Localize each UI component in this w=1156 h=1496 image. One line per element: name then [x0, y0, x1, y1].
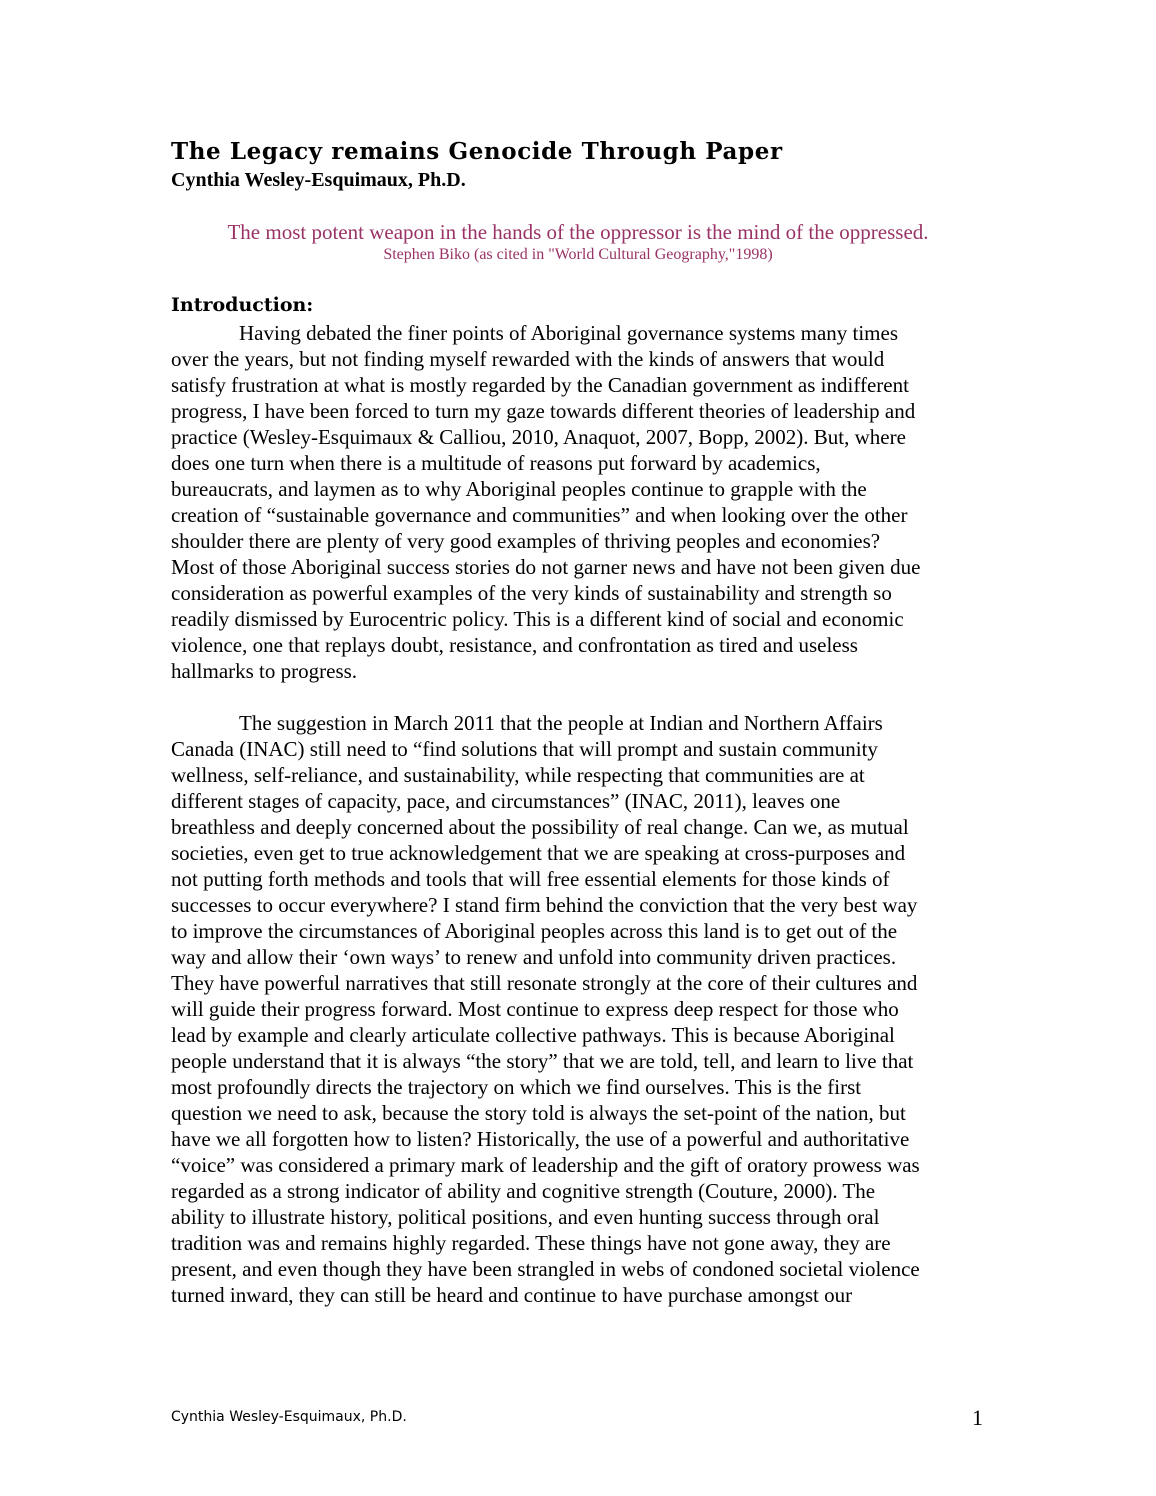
text-line: readily dismissed by Eurocentric policy. This is a different kind of social and economic	[171, 607, 904, 631]
text-line: successes to occur everywhere? I stand firm behind the conviction that the very best way	[171, 893, 918, 917]
text-line: have we all forgotten how to listen? Historically, the use of a powerful and authoritative	[171, 1127, 910, 1151]
epigraph-citation: Stephen Biko (as cited in "World Cultural Geography,"1998)	[383, 246, 773, 263]
paragraph-2	[171, 710, 920, 1308]
text-line: present, and even though they have been strangled in webs of condoned societal violence	[171, 1257, 920, 1281]
text-line: “voice” was considered a primary mark of leadership and the gift of oratory prowess was	[171, 1153, 920, 1177]
text-line: progress, I have been forced to turn my gaze towards different theories of leadership and	[171, 399, 916, 423]
text-line: breathless and deeply concerned about the possibility of real change. Can we, as mutual	[171, 815, 909, 839]
document-title: The Legacy remains Genocide Through Paper	[171, 138, 783, 165]
text-line: hallmarks to progress.	[171, 659, 358, 683]
text-line: bureaucrats, and laymen as to why Aboriginal peoples continue to grapple with the	[171, 477, 867, 501]
text-line: practice (Wesley-Esquimaux & Calliou, 2010, Anaquot, 2007, Bopp, 2002). But, where	[171, 425, 906, 449]
text-line: regarded as a strong indicator of ability and cognitive strength (Couture, 2000). The	[171, 1179, 876, 1203]
text-line: shoulder there are plenty of very good examples of thriving peoples and economies?	[171, 529, 881, 553]
page-number: 1	[972, 1405, 983, 1430]
text-line: societies, even get to true acknowledgement that we are speaking at cross-purposes and	[171, 841, 906, 865]
text-line: over the years, but not finding myself rewarded with the kinds of answers that would	[171, 347, 885, 371]
text-line: does one turn when there is a multitude of reasons put forward by academics,	[171, 451, 821, 475]
text-line: wellness, self-reliance, and sustainability, while respecting that communities are at	[171, 763, 865, 787]
text-line: Canada (INAC) still need to “find solutions that will prompt and sustain community	[171, 737, 878, 761]
epigraph-quote: The most potent weapon in the hands of the oppressor is the mind of the oppressed.	[227, 220, 929, 244]
text-line: will guide their progress forward. Most continue to express deep respect for those who	[171, 997, 899, 1021]
text-line: The suggestion in March 2011 that the people at Indian and Northern Affairs	[239, 711, 883, 735]
text-line: question we need to ask, because the story told is always the set-point of the nation, but	[171, 1101, 906, 1125]
text-line: turned inward, they can still be heard and continue to have purchase amongst our	[171, 1283, 853, 1307]
text-line: violence, one that replays doubt, resistance, and confrontation as tired and useless	[171, 633, 858, 657]
text-line: most profoundly directs the trajectory on which we find ourselves. This is the first	[171, 1075, 862, 1099]
text-line: They have powerful narratives that still resonate strongly at the core of their cultures and	[171, 971, 918, 995]
text-line: different stages of capacity, pace, and circumstances” (INAC, 2011), leaves one	[171, 789, 841, 813]
text-line: not putting forth methods and tools that will free essential elements for those kinds of	[171, 867, 890, 891]
document-author: Cynthia Wesley-Esquimaux, Ph.D.	[171, 169, 466, 191]
text-line: tradition was and remains highly regarded. These things have not gone away, they are	[171, 1231, 891, 1255]
text-line: satisfy frustration at what is mostly regarded by the Canadian government as indifferent	[171, 373, 909, 397]
footer-author: Cynthia Wesley-Esquimaux, Ph.D.	[171, 1409, 407, 1425]
text-line: lead by example and clearly articulate collective pathways. This is because Aboriginal	[171, 1023, 895, 1047]
text-line: consideration as powerful examples of the very kinds of sustainability and strength so	[171, 581, 892, 605]
paragraph-1	[171, 320, 920, 684]
text-line: people understand that it is always “the story” that we are told, tell, and learn to live that	[171, 1049, 914, 1073]
text-line: to improve the circumstances of Aboriginal peoples across this land is to get out of the	[171, 919, 898, 943]
text-line: ability to illustrate history, political positions, and even hunting success through oral	[171, 1205, 880, 1229]
text-line: creation of “sustainable governance and communities” and when looking over the other	[171, 503, 908, 527]
text-line: Having debated the finer points of Aboriginal governance systems many times	[239, 321, 899, 345]
section-heading: Introduction:	[171, 294, 314, 316]
text-line: Most of those Aboriginal success stories do not garner news and have not been given due	[171, 555, 921, 579]
text-line: way and allow their ‘own ways’ to renew and unfold into community driven practices.	[171, 945, 897, 969]
